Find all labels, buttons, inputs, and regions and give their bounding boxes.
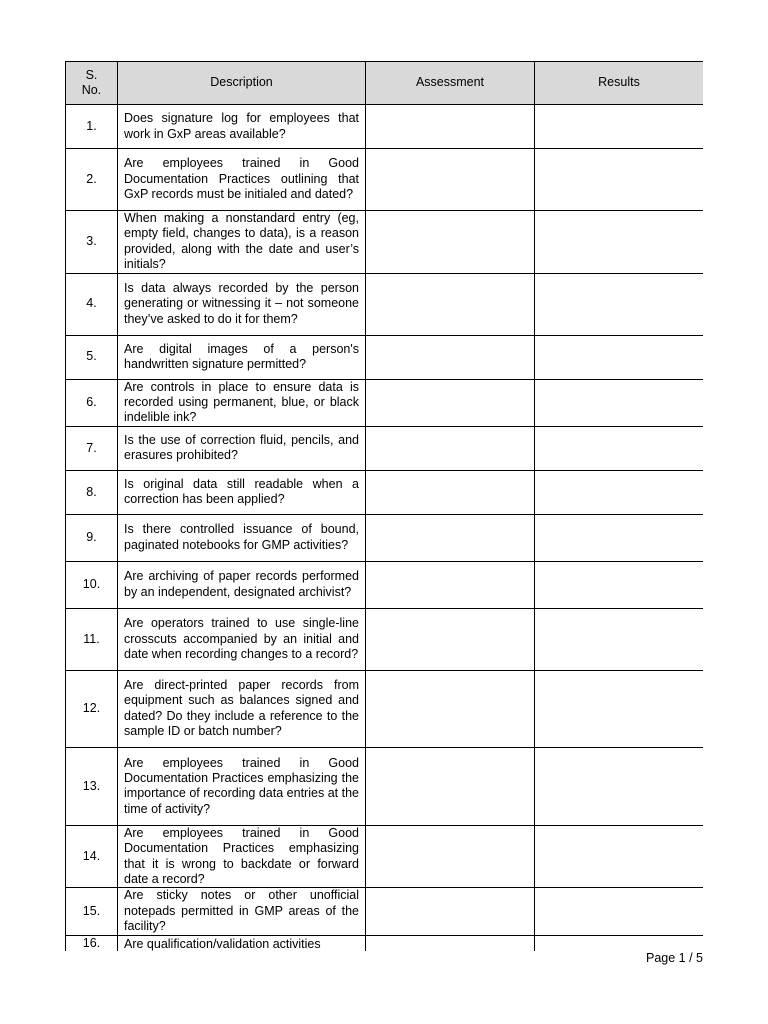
row-number: 7. <box>66 426 118 470</box>
results-cell[interactable] <box>535 561 704 608</box>
row-description: Are qualification/validation activities <box>118 935 366 951</box>
table-row <box>66 105 704 149</box>
header-assessment: Assessment <box>366 62 535 105</box>
results-cell[interactable] <box>535 608 704 670</box>
assessment-cell[interactable] <box>366 825 535 888</box>
checklist-table <box>65 61 703 951</box>
row-number: 1. <box>66 105 118 149</box>
table-row <box>66 273 704 335</box>
assessment-cell[interactable] <box>366 470 535 514</box>
assessment-cell[interactable] <box>366 211 535 274</box>
table-row <box>66 470 704 514</box>
table-row <box>66 747 704 825</box>
row-description: Are employees trained in Good Documentation Practices emphasizing that it is wrong to backdate or forward date a record? <box>118 825 366 888</box>
results-cell[interactable] <box>535 273 704 335</box>
row-number: 8. <box>66 470 118 514</box>
results-cell[interactable] <box>535 335 704 379</box>
row-description: Are digital images of a person's handwritten signature permitted? <box>118 335 366 379</box>
assessment-cell[interactable] <box>366 149 535 211</box>
row-number: 12. <box>66 670 118 747</box>
row-description: Are employees trained in Good Documentation Practices emphasizing the importance of recording data entries at the time of activity? <box>118 747 366 825</box>
assessment-cell[interactable] <box>366 888 535 935</box>
results-cell[interactable] <box>535 211 704 274</box>
table-row <box>66 608 704 670</box>
row-description: Is data always recorded by the person generating or witnessing it – not someone they’ve asked to do it for them? <box>118 273 366 335</box>
assessment-cell[interactable] <box>366 561 535 608</box>
table-row <box>66 426 704 470</box>
table-row <box>66 149 704 211</box>
row-description: Does signature log for employees that work in GxP areas available? <box>118 105 366 149</box>
table-row <box>66 670 704 747</box>
results-cell[interactable] <box>535 470 704 514</box>
assessment-cell[interactable] <box>366 105 535 149</box>
row-description: When making a nonstandard entry (eg, empty field, changes to data), is a reason provided, along with the date and user’s initials? <box>118 211 366 274</box>
row-description: Are operators trained to use single-line crosscuts accompanied by an initial and date when recording changes to a record? <box>118 608 366 670</box>
table-row <box>66 211 704 274</box>
row-number: 6. <box>66 379 118 426</box>
assessment-cell[interactable] <box>366 514 535 561</box>
row-number: 10. <box>66 561 118 608</box>
row-number: 3. <box>66 211 118 274</box>
assessment-cell[interactable] <box>366 379 535 426</box>
assessment-cell[interactable] <box>366 335 535 379</box>
results-cell[interactable] <box>535 105 704 149</box>
header-sno: S. No. <box>66 62 118 105</box>
results-cell[interactable] <box>535 379 704 426</box>
results-cell[interactable] <box>535 747 704 825</box>
row-description: Are archiving of paper records performed by an independent, designated archivist? <box>118 561 366 608</box>
row-description: Is there controlled issuance of bound, paginated notebooks for GMP activities? <box>118 514 366 561</box>
row-number: 5. <box>66 335 118 379</box>
results-cell[interactable] <box>535 514 704 561</box>
table-row <box>66 514 704 561</box>
table-header-row <box>66 62 704 105</box>
row-number: 13. <box>66 747 118 825</box>
row-number: 11. <box>66 608 118 670</box>
assessment-cell[interactable] <box>366 935 535 951</box>
results-cell[interactable] <box>535 426 704 470</box>
row-description: Are employees trained in Good Documentation Practices outlining that GxP records must be initialed and dated? <box>118 149 366 211</box>
assessment-cell[interactable] <box>366 426 535 470</box>
header-results: Results <box>535 62 704 105</box>
row-number: 4. <box>66 273 118 335</box>
header-description: Description <box>118 62 366 105</box>
results-cell[interactable] <box>535 825 704 888</box>
row-number: 14. <box>66 825 118 888</box>
table-row <box>66 561 704 608</box>
assessment-cell[interactable] <box>366 608 535 670</box>
row-description: Are direct-printed paper records from equipment such as balances signed and dated? Do they include a reference to the sample ID or batch number? <box>118 670 366 747</box>
table-row <box>66 335 704 379</box>
row-number: 16. <box>66 935 118 951</box>
row-number: 9. <box>66 514 118 561</box>
checklist-sheet <box>65 61 703 951</box>
table-row <box>66 888 704 935</box>
assessment-cell[interactable] <box>366 273 535 335</box>
row-description: Are controls in place to ensure data is recorded using permanent, blue, or black indelible ink? <box>118 379 366 426</box>
table-row <box>66 379 704 426</box>
row-description: Is original data still readable when a correction has been applied? <box>118 470 366 514</box>
assessment-cell[interactable] <box>366 670 535 747</box>
row-number: 15. <box>66 888 118 935</box>
row-number: 2. <box>66 149 118 211</box>
assessment-cell[interactable] <box>366 747 535 825</box>
results-cell[interactable] <box>535 935 704 951</box>
page-number: Page 1 / 5 <box>646 951 703 965</box>
table-row <box>66 825 704 888</box>
table-row <box>66 935 704 951</box>
row-description: Are sticky notes or other unofficial notepads permitted in GMP areas of the facility? <box>118 888 366 935</box>
results-cell[interactable] <box>535 888 704 935</box>
results-cell[interactable] <box>535 149 704 211</box>
row-description: Is the use of correction fluid, pencils, and erasures prohibited? <box>118 426 366 470</box>
results-cell[interactable] <box>535 670 704 747</box>
